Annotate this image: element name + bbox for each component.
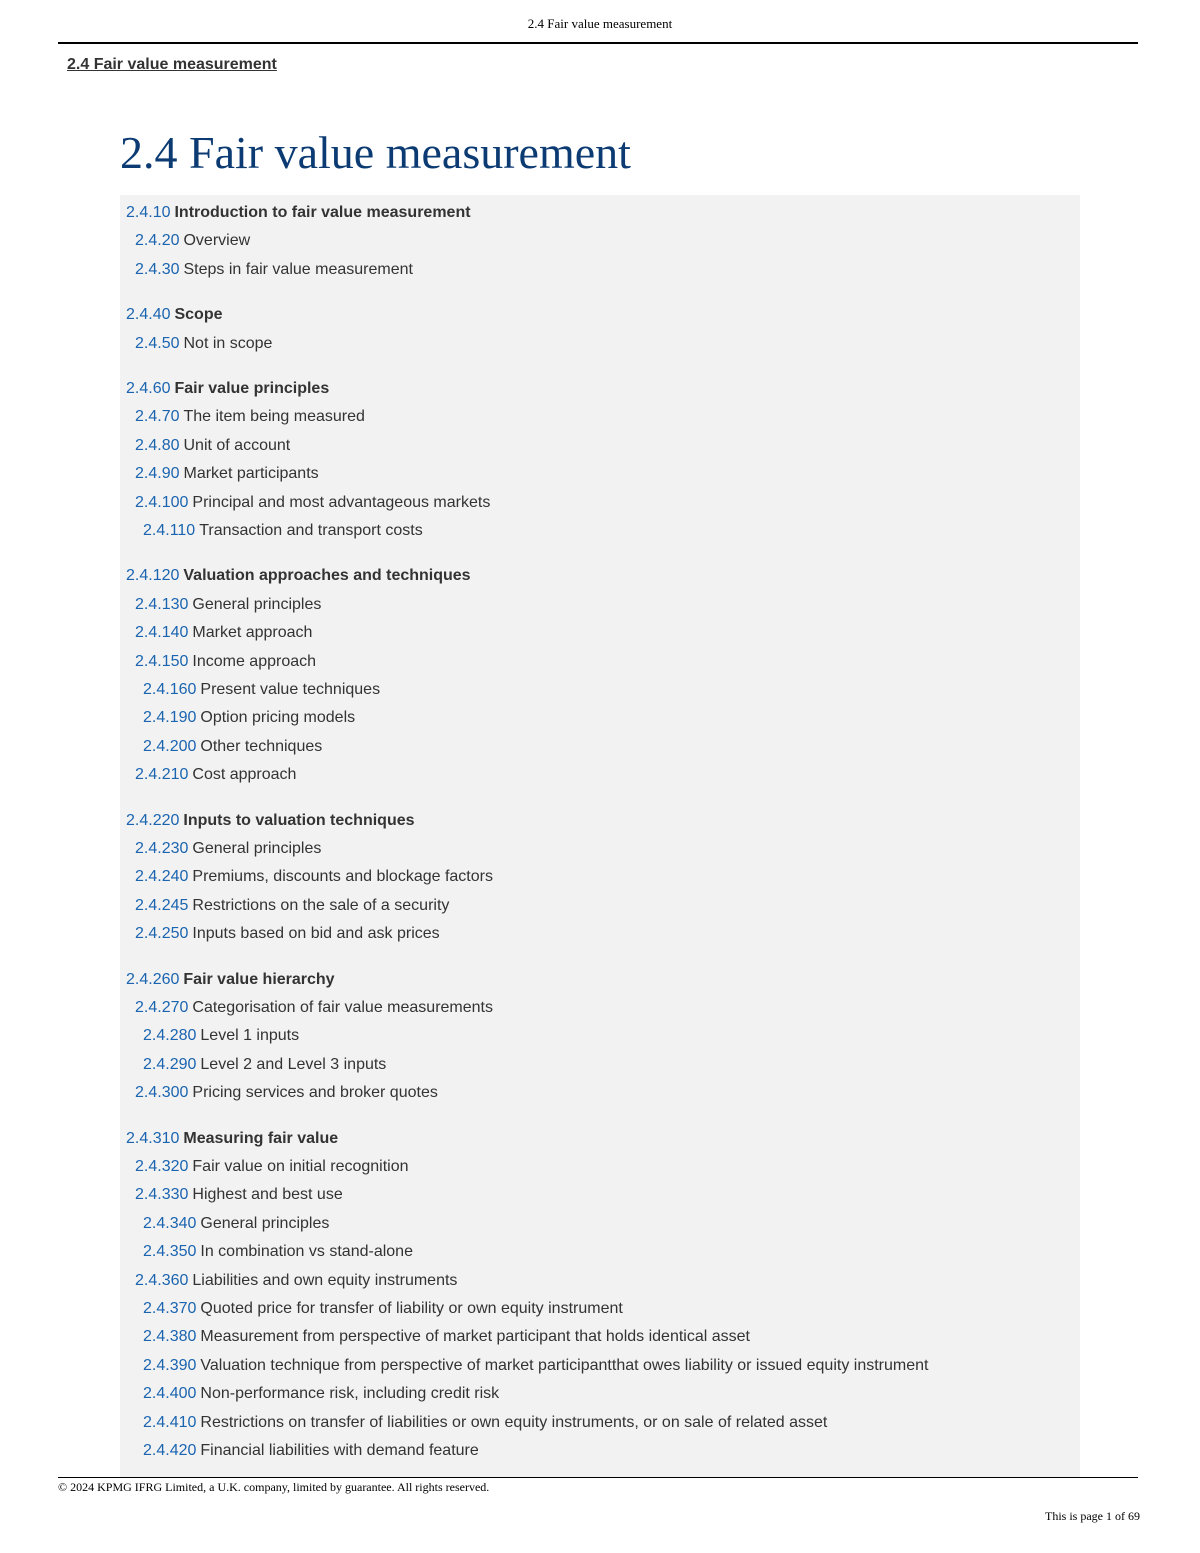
toc-item-label: Fair value on initial recognition — [192, 1158, 409, 1175]
toc-item-number-link[interactable]: 2.4.410 — [143, 1413, 197, 1431]
toc-item-label: Inputs to valuation techniques — [183, 811, 415, 829]
toc-item-label: Income approach — [192, 652, 317, 670]
toc-item-number-link[interactable]: 2.4.220 — [126, 811, 180, 829]
toc-item-label: Premiums, discounts and blockage factors — [192, 868, 493, 886]
toc-item — [143, 1242, 413, 1262]
running-header: 2.4 Fair value measurement — [527, 16, 673, 31]
toc-item-number-link[interactable]: 2.4.40 — [126, 306, 171, 324]
toc-item-number-link[interactable]: 2.4.360 — [135, 1271, 189, 1289]
toc-item — [135, 493, 490, 513]
toc-item-number-link[interactable]: 2.4.230 — [135, 840, 189, 857]
page-number: This is page 1 of 69 — [1045, 1509, 1140, 1523]
toc-item-number-link[interactable]: 2.4.240 — [135, 868, 189, 886]
toc-item-number-link[interactable]: 2.4.30 — [135, 260, 180, 278]
toc-item-label: Non-performance risk, including credit risk — [200, 1385, 500, 1403]
toc-item-label: Measurement from perspective of market participant that holds identical asset — [200, 1328, 750, 1346]
toc-item-label: Restrictions on transfer of liabilities or own equity instruments, or on sale of related asset — [200, 1413, 828, 1431]
header-rule — [58, 42, 1138, 44]
toc-item-label: Transaction and transport costs — [199, 522, 423, 539]
toc-item — [135, 1083, 438, 1103]
toc-item-number-link[interactable]: 2.4.190 — [143, 709, 197, 727]
toc-item-label: General principles — [192, 840, 322, 857]
toc-item-number-link[interactable]: 2.4.160 — [143, 681, 197, 698]
toc-item — [126, 970, 335, 990]
toc-item-number-link[interactable]: 2.4.320 — [135, 1158, 189, 1175]
toc-item-label: Steps in fair value measurement — [183, 260, 413, 278]
toc-item-label: Valuation technique from perspective of market participantthat owes liability or issued equity instrument — [200, 1356, 929, 1374]
toc-item-number-link[interactable]: 2.4.300 — [135, 1084, 189, 1102]
toc-item — [126, 305, 223, 325]
toc-item — [135, 765, 296, 785]
toc-item-number-link[interactable]: 2.4.380 — [143, 1328, 197, 1346]
toc-item-number-link[interactable]: 2.4.150 — [135, 652, 189, 670]
toc-item-number-link[interactable]: 2.4.330 — [135, 1186, 189, 1204]
toc-item — [143, 1356, 928, 1376]
toc-item-number-link[interactable]: 2.4.20 — [135, 232, 180, 250]
toc-item — [135, 1185, 343, 1205]
toc-item — [135, 1271, 457, 1291]
toc-item-label: Fair value hierarchy — [183, 970, 335, 988]
toc-item — [143, 1214, 329, 1234]
toc-item — [143, 1299, 623, 1319]
toc-item — [135, 260, 413, 280]
toc-item-label: Introduction to fair value measurement — [174, 204, 471, 221]
toc-item — [135, 1157, 409, 1177]
toc-item-label: Unit of account — [183, 436, 291, 454]
toc-item-label: In combination vs stand-alone — [200, 1243, 413, 1261]
toc-item-label: Highest and best use — [192, 1186, 343, 1204]
toc-item-label: Pricing services and broker quotes — [192, 1084, 438, 1102]
toc-item-number-link[interactable]: 2.4.270 — [135, 999, 189, 1016]
toc-item-label: Market approach — [192, 624, 313, 642]
toc-item-label: Liabilities and own equity instruments — [192, 1271, 458, 1289]
toc-item-label: Market participants — [183, 465, 319, 483]
toc-item-number-link[interactable]: 2.4.120 — [126, 567, 180, 585]
toc-item-number-link[interactable]: 2.4.290 — [143, 1055, 197, 1073]
toc-item-number-link[interactable]: 2.4.50 — [135, 334, 180, 352]
toc-item-label: Overview — [183, 232, 251, 250]
toc-item — [135, 867, 493, 887]
toc-item — [135, 231, 250, 251]
toc-item — [143, 1413, 827, 1433]
toc-item-label: Restrictions on the sale of a security — [192, 896, 450, 914]
page-title: 2.4 Fair value measurement — [120, 127, 631, 178]
toc-item-number-link[interactable]: 2.4.80 — [135, 436, 180, 454]
toc-item-label: Present value techniques — [200, 681, 381, 698]
copyright-notice: © 2024 KPMG IFRG Limited, a U.K. company, limited by guarantee. All rights reserved. — [58, 1480, 490, 1494]
toc-item — [143, 737, 322, 757]
toc-item-label: Measuring fair value — [183, 1129, 339, 1147]
toc-item — [126, 1129, 338, 1149]
toc-item — [135, 464, 319, 484]
toc-item — [143, 521, 423, 541]
toc-item-number-link[interactable]: 2.4.140 — [135, 624, 189, 642]
toc-item-number-link[interactable]: 2.4.70 — [135, 408, 180, 426]
toc-item-label: Inputs based on bid and ask prices — [192, 925, 440, 943]
toc-item-label: Valuation approaches and techniques — [183, 567, 471, 585]
toc-item — [143, 1327, 750, 1347]
toc-item — [135, 652, 316, 672]
toc-item-number-link[interactable]: 2.4.370 — [143, 1300, 197, 1317]
toc-item-number-link[interactable]: 2.4.200 — [143, 737, 197, 755]
toc-item — [143, 1026, 299, 1046]
toc-item-label: Financial liabilities with demand feature — [200, 1442, 479, 1459]
toc-item-label: Principal and most advantageous markets — [192, 493, 491, 511]
toc-item — [135, 896, 449, 916]
toc-item-number-link[interactable]: 2.4.210 — [135, 766, 189, 784]
toc-item — [135, 334, 272, 354]
toc-item-label: Option pricing models — [200, 709, 356, 727]
toc-item — [135, 623, 312, 643]
toc-item — [135, 595, 321, 615]
toc-item-label: General principles — [192, 595, 322, 613]
toc-item — [143, 1384, 499, 1404]
toc-item-number-link[interactable]: 2.4.310 — [126, 1129, 180, 1147]
toc-item-label: Scope — [174, 306, 223, 324]
toc-item-number-link[interactable]: 2.4.400 — [143, 1385, 197, 1403]
toc-item-number-link[interactable]: 2.4.245 — [135, 896, 189, 914]
toc-item-number-link[interactable]: 2.4.420 — [143, 1442, 197, 1459]
toc-item — [126, 379, 329, 399]
toc-item-number-link[interactable]: 2.4.390 — [143, 1356, 197, 1374]
breadcrumb-link[interactable]: 2.4 Fair value measurement — [67, 56, 277, 73]
toc-item-label: Cost approach — [192, 766, 297, 784]
toc-item-number-link[interactable]: 2.4.250 — [135, 925, 189, 943]
toc-item — [143, 708, 355, 728]
toc-item-label: Level 1 inputs — [200, 1027, 300, 1045]
toc-item-number-link[interactable]: 2.4.340 — [143, 1214, 197, 1232]
toc-item-label: Quoted price for transfer of liability or own equity instrument — [200, 1300, 623, 1317]
toc-item-number-link[interactable]: 2.4.10 — [126, 204, 171, 221]
toc-item-label: Level 2 and Level 3 inputs — [200, 1055, 387, 1073]
toc-item-number-link[interactable]: 2.4.110 — [143, 522, 196, 539]
toc-item — [135, 839, 321, 859]
toc-item — [135, 436, 290, 456]
toc-item-number-link[interactable]: 2.4.350 — [143, 1243, 197, 1261]
toc-item — [143, 1441, 479, 1461]
toc-item-label: General principles — [200, 1214, 330, 1232]
toc-item — [135, 407, 365, 427]
toc-item-label: Not in scope — [183, 334, 273, 352]
toc-item-number-link[interactable]: 2.4.280 — [143, 1027, 197, 1045]
toc-item-number-link[interactable]: 2.4.60 — [126, 380, 171, 397]
toc-item — [126, 566, 471, 586]
toc-item — [143, 1055, 386, 1075]
toc-item-number-link[interactable]: 2.4.260 — [126, 970, 180, 988]
toc-item-label: Other techniques — [200, 737, 323, 755]
toc-item — [143, 680, 380, 700]
toc-item-label: The item being measured — [183, 408, 365, 426]
table-of-contents — [120, 195, 1080, 1477]
toc-item-label: Categorisation of fair value measurements — [192, 999, 493, 1016]
toc-item — [126, 811, 415, 831]
toc-item — [135, 998, 493, 1018]
footer-rule — [58, 1477, 1138, 1478]
toc-item-label: Fair value principles — [174, 380, 330, 397]
toc-item-number-link[interactable]: 2.4.90 — [135, 465, 180, 483]
toc-item — [135, 924, 440, 944]
toc-item-number-link[interactable]: 2.4.100 — [135, 493, 189, 511]
toc-item — [126, 203, 471, 223]
toc-item-number-link[interactable]: 2.4.130 — [135, 595, 189, 613]
